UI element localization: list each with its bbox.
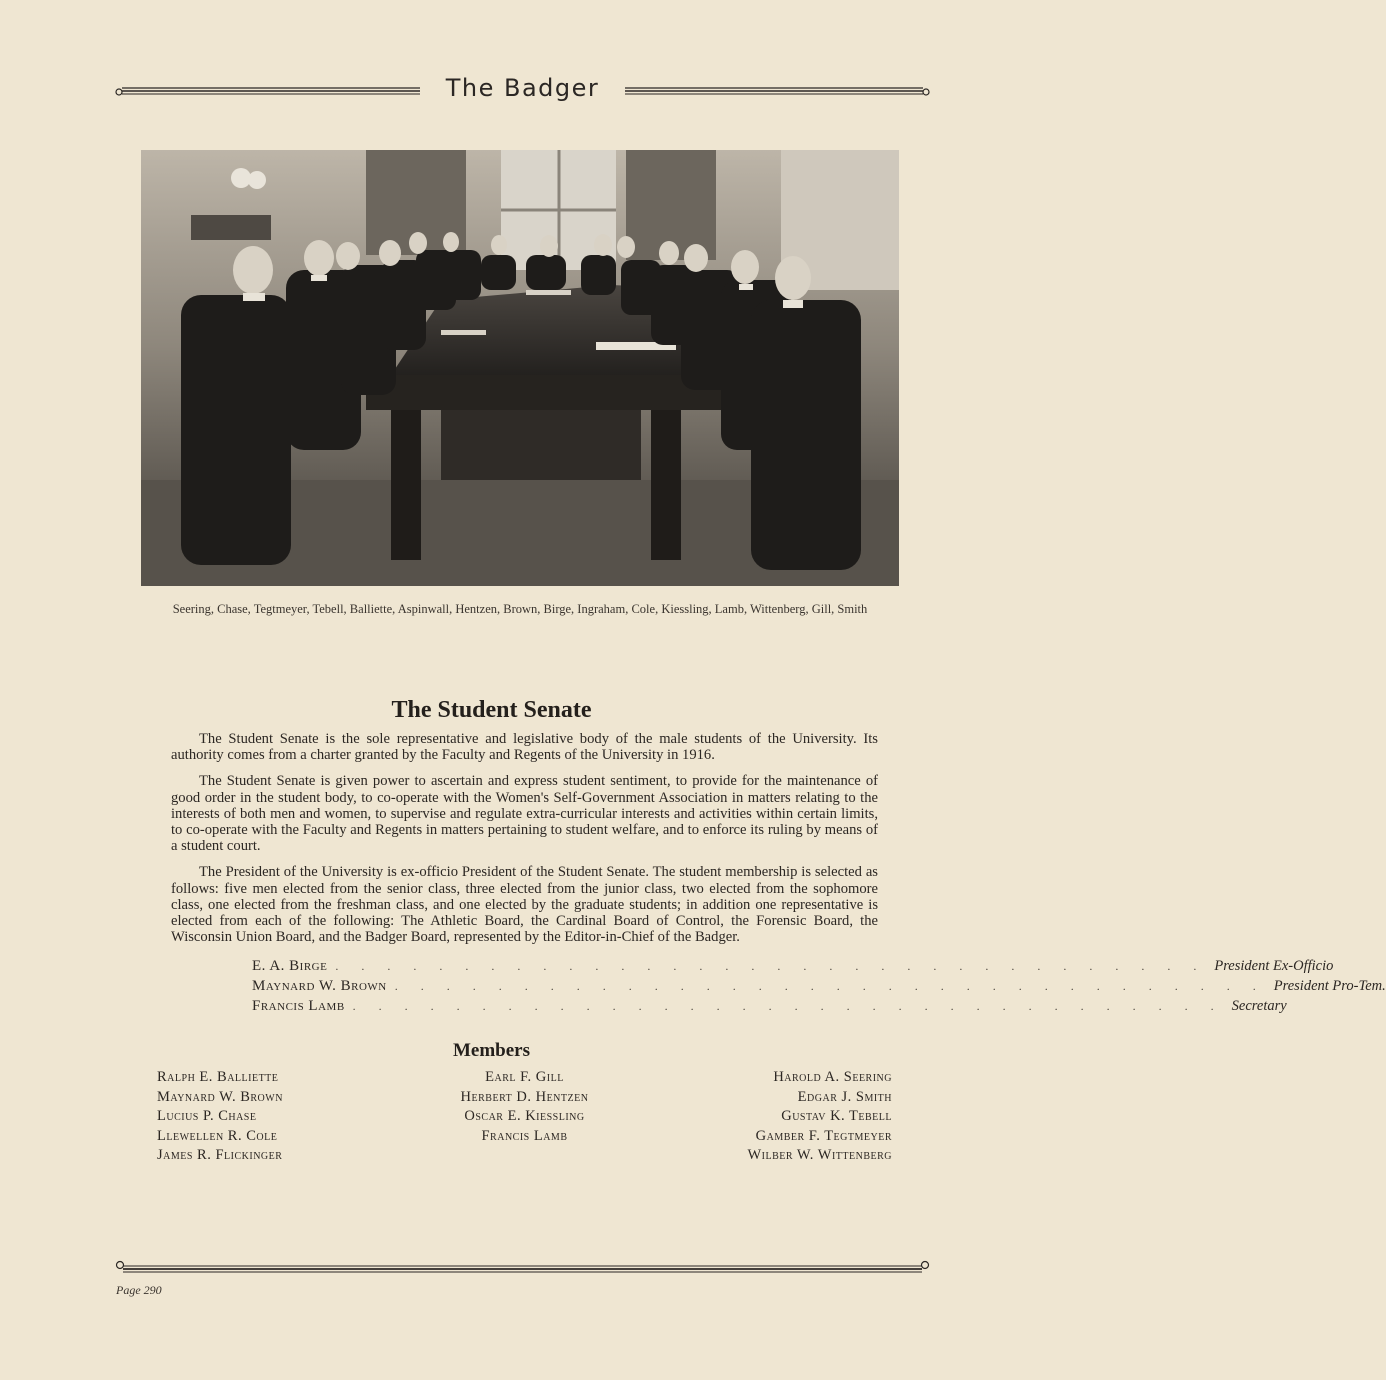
paragraph: The Student Senate is given power to ascertain and express student sentiment, to provide for the maintenance of good order in the student body, to co-operate with the Women's Self-Government Association in matters relating to the interests of both men and women, to supervise and regulate extra-curricular interests and activities within certain limits, to co-operate with the Faculty and Regents in matters pertaining to student welfare, and to enforce its ruling by means of a student court. [171, 773, 878, 855]
leader-dots: . . . . . . . . . . . . . . . . . . . . . . . . . . . . . . . . . . [394, 979, 1266, 993]
section-title: The Student Senate [391, 697, 592, 723]
members-column-middle [417, 1069, 632, 1147]
member-name: Gamber F. Tegtmeyer [755, 1127, 892, 1144]
member-name: Lucius P. Chase [157, 1108, 257, 1124]
officer-title: Secretary [1231, 998, 1287, 1014]
senate-group-photo [141, 150, 899, 586]
page-header [115, 72, 930, 108]
member-name: Harold A. Seering [773, 1069, 892, 1085]
member-name: Earl F. Gill [485, 1069, 564, 1085]
officers-list [252, 958, 1386, 1018]
officer-title: President Ex-Officio [1214, 958, 1334, 974]
officer-row [252, 978, 1386, 998]
member-name: James R. Flickinger [157, 1147, 283, 1163]
member-name: Maynard W. Brown [157, 1088, 283, 1105]
members-title: Members [452, 1040, 531, 1061]
section-body [171, 731, 878, 955]
officer-row [252, 958, 1334, 978]
officer-name: Maynard W. Brown [252, 978, 387, 994]
page-number: Page 290 [116, 1283, 162, 1297]
header-rule-right [625, 86, 930, 96]
photo-caption: Seering, Chase, Tegtmeyer, Tebell, Balliette, Aspinwall, Hentzen, Brown, Birge, Ingraham, Cole, Kiessling, Lamb, Wittenberg, Gill, Smith [172, 602, 868, 616]
member-name: Herbert D. Hentzen [460, 1088, 589, 1105]
member-name: Wilber W. Wittenberg [747, 1147, 892, 1163]
officer-name: Francis Lamb [252, 998, 345, 1014]
member-name: Oscar E. Kiessling [464, 1108, 585, 1124]
member-name: Ralph E. Balliette [157, 1069, 279, 1085]
members-list [157, 1069, 892, 1169]
leader-dots: . . . . . . . . . . . . . . . . . . . . . . . . . . . . . . . . . . [335, 959, 1207, 973]
footer-rule [115, 1260, 930, 1276]
paragraph: The Student Senate is the sole representative and legislative body of the male students of the University. Its authority comes from a charter granted by the Faculty and Regents of the University in 1916. [171, 731, 878, 764]
members-column-left [157, 1069, 283, 1167]
member-name: Llewellen R. Cole [157, 1127, 278, 1144]
paragraph: The President of the University is ex-officio President of the Student Senate. The student membership is selected as follows: five men elected from the senior class, three elected from the junior class, two elected from the sophomore class, one elected from the freshman class, and one elected by the graduate students; in addition one representative is elected from each of the following: The Athletic Board, the Cardinal Board of Control, the Forensic Board, the Wisconsin Union Board, and the Badger Board, represented by the Editor-in-Chief of the Badger. [171, 864, 878, 946]
member-name: Edgar J. Smith [797, 1088, 892, 1105]
member-name: Francis Lamb [481, 1127, 568, 1144]
member-name: Gustav K. Tebell [781, 1108, 892, 1124]
members-column-right [747, 1069, 892, 1167]
officer-row [252, 998, 1287, 1018]
officer-title: President Pro-Tem. [1273, 978, 1386, 994]
page-header-title: The Badger [445, 74, 600, 102]
leader-dots: . . . . . . . . . . . . . . . . . . . . . . . . . . . . . . . . . . [352, 999, 1224, 1013]
officer-name: E. A. Birge [252, 958, 328, 974]
